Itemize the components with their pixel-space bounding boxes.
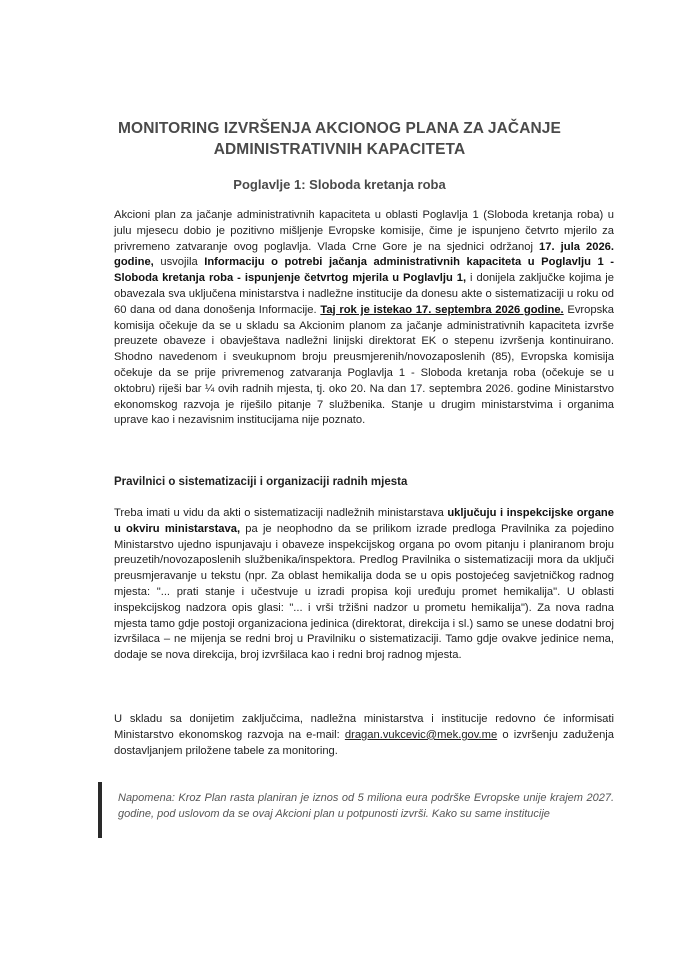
text-run: o izvršenju zaduženja dostavljanjem priložene tabele za monitoring. [114,728,614,757]
paragraph-intro [114,208,614,429]
note-text: Napomena: Kroz Plan rasta planiran je iznos od 5 miliona eura podrške Evropske unije krajem 2027. godine, pod uslovom da se ovaj Akcioni plan u potpunosti izvrši. Kako su same institucije [118,792,614,820]
title-line-2: ADMINISTRATIVNIH KAPACITETA [213,141,466,158]
text-run: Evropska komisija očekuje da se u skladu sa Akcionim planom za jačanje administrativnih kapaciteta izvrše preuzete obaveze i obavještava nadležni linijski direktorat EK o stepenu izvršenja kontinuirano. Shodno navedenom i sveukupnom broju preusmjerenih/novozaposlenih (85), Evropska komisija očekuje da se prije privremenog zatvaranja Poglavlja 1 - Sloboda kretanja roba (očekuje se u oktobru) riješi bar ¼ ovih radnih mjesta, tj. oko 20. Na dan 17. septembra 2026. godine Ministarstvo ekonomskog razvoja je riješilo pitanje 7 službenika. Stanje u drugim ministarstvima i organima uprave kao i nezavisnim institucijama nije poznato. [114,303,614,427]
bold-information-title: Informaciju o potrebi jačanja administrativnih kapaciteta u Poglavlju 1 - Sloboda kretanja roba - ispunjenje četvrtog mjerila u Poglavlju 1, [114,256,614,285]
text-run: i donijela zaključke kojima je obavezala sva uključena ministarstva i nadležne institucije da donesu akte o sistematizaciji u roku od 60 dana od dana donošenja Informacije. [114,272,614,316]
note-quote-bar [98,782,102,838]
paragraph-rulebooks [114,506,614,664]
email-link[interactable]: dragan.vukcevic@mek.gov.me [344,728,498,741]
text-run: usvojila [153,256,205,269]
underlined-deadline: Taj rok je istekao 17. septembra 2026 godine. [320,303,564,316]
text-run: pa je neophodno da se prilikom izrade predloga Pravilnika za pojedino Ministarstvo ujedno ispunjavaju i obaveze inspekcijskog organa po ovom pitanju i planiranom broju preuzetih/novozaposlenih službenika/inspektora. Predlog Pravilnika o sistematizaciji mora da uključi preusmjeravanje u tekstu (npr. Za oblast hemikalija doda se u opis postojećeg savjetničkog radnog mjesta: "... prati stanje i učestvuje u izradi propisa koji uređuju promet hemikalija". U oblasti inspekcijskog nadzora opis glasi: "... i vrši tržišni nadzor u prometu hemikalija"). Za nova radna mjesta tamo gdje postoji organizaciona jedinica (direktorat, direkcija i sl.) samo se unese dodatni broj izvršilaca – ne mijenja se redni broj u Pravilniku o sistematizaciji. Tamo gdje ovakve jedinice nema, dodaje se nova direkcija, broj izvršilaca kao i redni broj radnog mjesta. [114,522,614,662]
paragraph-reporting [114,712,614,759]
title-line-1: MONITORING IZVRŠENJA AKCIONOG PLANA ZA JAČANJE [118,120,561,137]
bold-date: 17. jula 2026. godine, [114,240,614,269]
text-run: U skladu sa donijetim zaključcima, nadležna ministarstva i institucije redovno će informisati Ministarstvo ekonomskog razvoja na e-mail: [114,713,614,741]
document-title [80,118,599,160]
bold-inspection-organs: uključuju i inspekcijske organe u okviru ministarstava, [114,507,614,535]
document-subtitle: Poglavlje 1: Sloboda kretanja roba [233,177,446,192]
section-heading: Pravilnici o sistematizaciji i organizaciji radnih mjesta [114,476,408,488]
text-run: Treba imati u vidu da akti o sistematizaciji nadležnih ministarstava [114,507,448,519]
text-run: Akcioni plan za jačanje administrativnih kapaciteta u oblasti Poglavlja 1 (Sloboda kretanja roba) u julu mjesecu dobio je pozitivno mišljenje Evropske komisije, čime je ispunjeno četvrto mjerilo za privremeno zatvaranje ovog poglavlja. Vlada Crne Gore je na sjednici održanoj [114,209,614,253]
